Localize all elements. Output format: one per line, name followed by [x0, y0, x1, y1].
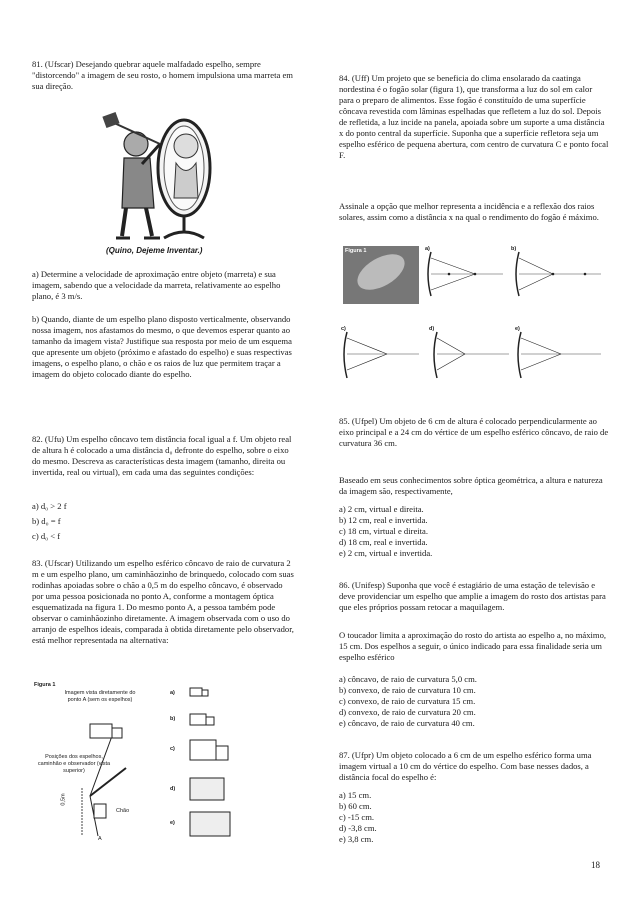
q83-fig-chao: Chão [116, 808, 130, 814]
page-number: 18 [591, 860, 600, 870]
q86-ask: O toucador limita a aproximação do rosto do artista ao espelho a, no máximo, 15 cm. Dos espelhos a seguir, o único indicado para essa finalidade seria um espelho esférico [339, 630, 607, 662]
q83-opt-e: e) [170, 820, 175, 826]
q86-option-e: e) côncavo, de raio de curvatura 40 cm. [339, 718, 475, 728]
cartoon-caption: (Quino, Dejeme Inventar.) [106, 246, 203, 255]
q81-part-b: b) Quando, diante de um espelho plano disposto verticalmente, observando nossa imagem, nos afastamos do mesmo, o que devemos esperar quanto ao tamanho da imagem vista? Justifique sua resposta por meio de um esquema que apresente um objeto (próximo e afastado do espelho) e suas respectivas imagens, o espelho plano, o chão e os raios de luz que permitem traçar a imagem do objeto colocado diante do espelho. [32, 314, 292, 379]
q83-fig-label-positions: Posições dos espelhos, caminhão e observador (vista superior) [37, 754, 111, 775]
q84-figure-drawing [339, 244, 609, 409]
q83-intro: 83. (Ufscar) Utilizando um espelho esférico côncavo de raio de curvatura 2 m e um espelho plano, um caminhãozinho de brinquedo, colocado com suas rodinhas apoiadas sobre o chão a 0,5 m do espelho côncavo, é observado por uma pessoa posicionada no ponto A, conforme a montagem óptica esquematizada na figura 1. Do mesmo ponto A, a pessoa também pode observar o caminhãozinho diretamente. A imagem observada com o uso do arranjo de espelhos ideais, comparada à obtida diretamente pelo observador, está melhor representada na alternativa: [32, 558, 294, 645]
q83-opt-c: c) [170, 746, 175, 752]
q82-option-a: a) d₀ > 2 f [32, 501, 67, 511]
q86-option-d: d) convexo, de raio de curvatura 20 cm. [339, 707, 476, 717]
q84-intro: 84. (Uff) Um projeto que se beneficia do clima ensolarado da caatinga nordestina é o fogão solar (figura 1), que transforma a luz do sol em calor para o preparo de alimentos. Esse fogão é constituído de uma superfície côncava revestida com lâminas espelhadas que refletem a luz do sol. Depois de refletida, a luz incide na panela, apoiada sobre um suporte a uma distância x do ponto central da superfície. Suponha que a superfície refletora seja um espelho esférico de pequena abertura, com centro de curvatura C e ponto focal F. [339, 73, 609, 160]
q84-fig-title: Figura 1 [345, 248, 367, 254]
q86-option-c: c) convexo, de raio de curvatura 15 cm. [339, 696, 476, 706]
q85-ask: Baseado em seus conhecimentos sobre óptica geométrica, a altura e natureza da imagem são, respectivamente, [339, 475, 603, 496]
q85-option-e: e) 2 cm, virtual e invertida. [339, 548, 433, 558]
q87-option-e: e) 3,8 cm. [339, 834, 374, 844]
q87-intro: 87. (Ufpr) Um objeto colocado a 6 cm de um espelho esférico forma uma imagem virtual a 10 cm do vértice do espelho. Com base nesses dados, a distância focal do espelho é: [339, 750, 592, 782]
q83-opt-b: b) [170, 716, 176, 722]
q87-option-c: c) -15 cm. [339, 812, 375, 822]
q83-fig-title: Figura 1 [34, 682, 56, 688]
q82-option-c: c) d₀ < f [32, 531, 61, 541]
q86-option-a: a) côncavo, de raio de curvatura 5,0 cm. [339, 674, 477, 684]
q85-options [339, 504, 432, 559]
q84-figure [339, 244, 609, 409]
q83-option-trucks [182, 676, 242, 846]
q81-cartoon [102, 108, 232, 256]
q84-ask: Assinale a opção que melhor representa a incidência e a reflexão dos raios solares, assim como a distância x na qual o rendimento do fogão é máximo. [339, 201, 599, 222]
q87-option-d: d) -3,8 cm. [339, 823, 377, 833]
q84-label-c: c) [341, 326, 346, 332]
q85-option-d: d) 18 cm, real e invertida. [339, 537, 428, 547]
q83-figure [32, 676, 242, 846]
q83-opt-d: d) [170, 786, 176, 792]
q83-fig-distance: 0,5m [60, 793, 67, 806]
q83-fig-label-direct: Imagem vista diretamente do ponto A (sem os espelhos) [64, 690, 136, 704]
q84-label-b: b) [511, 246, 517, 252]
q84-label-e: e) [515, 326, 520, 332]
q81-intro: 81. (Ufscar) Desejando quebrar aquele malfadado espelho, sempre "distorcendo" a imagem de seu rosto, o homem impulsiona uma marreta em sua direção. [32, 59, 293, 91]
q85-option-b: b) 12 cm, real e invertida. [339, 515, 428, 525]
q86-options [339, 674, 477, 729]
q85-intro: 85. (Ufpel) Um objeto de 6 cm de altura é colocado perpendicularmente ao eixo principal e a 24 cm do vértice de um espelho esférico côncavo, de raio de curvatura 36 cm. [339, 416, 609, 448]
q87-options [339, 790, 377, 845]
q84-label-a: a) [425, 246, 430, 252]
q82-intro: 82. (Ufu) Um espelho côncavo tem distância focal igual a f. Um objeto real de altura h é colocado a uma distância d₀ defronte do espelho, sobre o eixo do mesmo. Descreva as características desta imagem (tamanho, direita ou invertida, real ou virtual), em cada uma das seguintes condições: [32, 434, 292, 477]
q87-option-a: a) 15 cm. [339, 790, 372, 800]
q85-option-c: c) 18 cm, virtual e direita. [339, 526, 429, 536]
cartoon-illustration [102, 108, 232, 248]
q86-intro: 86. (Unifesp) Suponha que você é estagiário de uma estação de televisão e deve providenciar um espelho que amplie a imagem do rosto dos artistas para que eles próprios possam retocar a maquilagem. [339, 580, 606, 612]
q85-option-a: a) 2 cm, virtual e direita. [339, 504, 424, 514]
q87-option-b: b) 60 cm. [339, 801, 372, 811]
q83-fig-point-a: A [98, 836, 102, 842]
q86-option-b: b) convexo, de raio de curvatura 10 cm. [339, 685, 476, 695]
q82-option-b: b) d₀ = f [32, 516, 61, 526]
q81-part-a: a) Determine a velocidade de aproximação entre objeto (marreta) e sua imagem, sabendo que a velocidade da marreta, relativamente ao espelho plano, é 3 m/s. [32, 269, 281, 301]
q83-opt-a: a) [170, 690, 175, 696]
q84-label-d: d) [429, 326, 435, 332]
